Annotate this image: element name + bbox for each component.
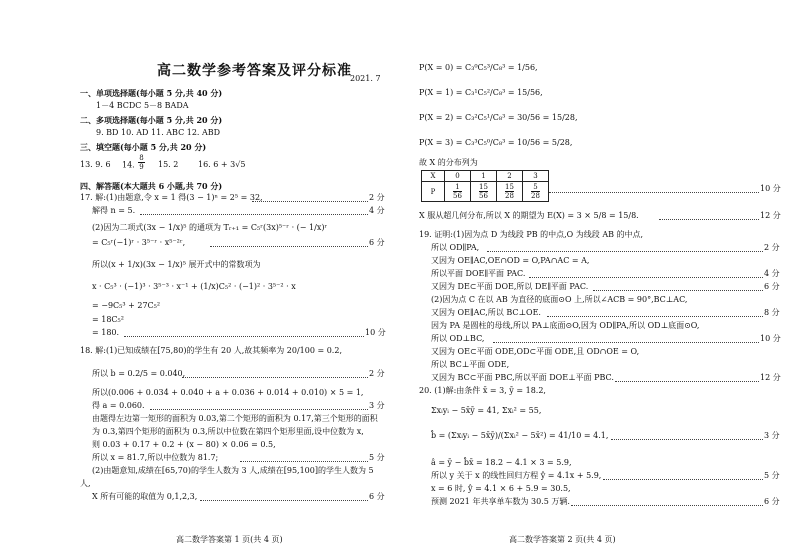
dot-leader [615,381,759,382]
q18-line-5: 由题得左边第一矩形的面积为 0.03,第二个矩形的面积为 0.17,第三个矩形的面积 [92,414,378,423]
table-row [422,171,549,182]
score-mark: 2 分 [764,243,780,252]
dot-leader [150,409,368,410]
table-cell: $\frac{15}{56}$ [471,182,497,202]
score-mark: 3 分 [764,431,780,440]
dot-leader [493,342,759,343]
fill-blank-16: 16. 6 + 3√5 [198,160,246,169]
q18-line-6: 为 0.3,第四个矩形的面积为 0.3,所以中位数在第四个矩形里面,设中位数为 x, [92,427,364,436]
q19-line-7: 又因为 OE∥AC,所以 BC⊥OE. [431,308,541,317]
q19-line-9: 所以 OD⊥BC, [431,334,485,343]
q17-line-8: = 18C₅² [92,315,124,324]
document-date: 2021. 7 [350,74,381,83]
score-mark: 6 分 [764,282,780,291]
q18-line-2: 所以 b = 0.2/5 = 0.040, [92,369,186,378]
dot-leader [603,479,763,480]
dot-leader [200,500,368,501]
q20-line-5: 所以 y 关于 x 的线性回归方程 ŷ = 4.1x + 5.9, [431,471,602,480]
table-header-cell: 2 [497,171,523,182]
score-mark: 8 分 [764,308,780,317]
prob-x1: P(X = 1) = C₃¹C₅²/C₈³ = 15/56, [419,88,543,97]
q19-line-8: 因为 PA 是圆柱的母线,所以 PA⊥底面⊙O,因为 OD∥PA,所以 OD⊥底面⊙O, [431,321,700,330]
score-mark: 3 分 [369,401,385,410]
q19-line-12: 又因为 BC⊂平面 PBC,所以平面 DOE⊥平面 PBC. [431,373,614,382]
section-fill-blank: 三、填空题(每小题 5 分,共 20 分) [80,142,207,152]
page-right [397,0,794,558]
score-mark: 6 分 [369,492,385,501]
score-mark: 2 分 [369,193,385,202]
q17-line-5: 所以(x + 1/x)(3x − 1/x)⁵ 展开式中的常数项为 [92,260,261,269]
page-title: 高二数学参考答案及评分标准 [157,63,352,79]
dot-leader [487,251,763,252]
q18-line-11: X 所有可能的取值为 0,1,2,3, [92,492,198,501]
section-solutions: 四、解答题(本大题共 6 小题,共 70 分) [80,181,223,191]
q19-line-5: 又因为 DE⊂平面 DOE,所以 DE∥平面 PAC. [431,282,589,291]
dot-leader [529,277,763,278]
score-mark: 6 分 [369,238,385,247]
table-header-cell: X [422,171,445,182]
score-mark: 5 分 [764,471,780,480]
dot-leader [571,505,763,506]
q18-line-8: 所以 x = 81.7,所以中位数为 81.7; [92,453,219,462]
q18-line-10: 人, [80,479,91,488]
table-row [422,182,549,202]
score-mark: 5 分 [369,453,385,462]
fill-blank-14: 14. $\frac{8}{9}$ [122,154,144,171]
q19-line-2: 所以 OD∥PA, [431,243,480,252]
footer-page-1: 高二数学答案第 1 页(共 4 页) [176,535,283,544]
dot-leader [611,439,763,440]
prob-x3: P(X = 3) = C₃³C₅⁰/C₈³ = 10/56 = 5/28, [419,138,573,147]
table-row-label: P [422,182,445,202]
q19-line-6: (2)因为点 C 在以 AB 为直径的底面⊙O 上,所以∠ACB = 90°,BC⊥AC, [431,295,688,304]
score-mark: 10 分 [760,334,781,343]
dot-leader [210,246,368,247]
fill-blank-13: 13. 9. 6 [80,160,111,169]
dot-leader [659,219,759,220]
table-header-cell: 0 [445,171,471,182]
q20-line-7: 预测 2021 年共享单车数为 30.5 万辆. [431,497,570,506]
score-mark: 10 分 [760,184,781,193]
q18-line-9: (2)由题意知,成绩在[65,70)的学生人数为 3 人,成绩在[95,100]的学生人数为 5 [92,466,374,475]
q20-line-3: b̂ = (Σxᵢyᵢ − 5x̄ȳ)/(Σxᵢ² − 5x̄²) = 41/10 = 4.1, [431,431,609,440]
score-mark: 6 分 [764,497,780,506]
q20-line-1: 20. (1)解:由条件 x̄ = 3, ȳ = 18.2, [419,386,546,395]
q18-line-7: 则 0.03 + 0.17 + 0.2 + (x − 80) × 0.06 = 0.5, [92,440,276,449]
dot-leader [252,201,368,202]
section-single-choice: 一、单项选择题(每小题 5 分,共 40 分) [80,88,223,98]
fill-blank-15: 15. 2 [158,160,179,169]
footer-page-2: 高二数学答案第 2 页(共 4 页) [509,535,616,544]
score-mark: 4 分 [764,269,780,278]
q19-line-10: 又因为 OE⊂平面 ODE,OD⊂平面 ODE,且 OD∩OE = O, [431,347,640,356]
score-mark: 10 分 [365,328,386,337]
q20-line-6: x = 6 时, ŷ = 4.1 × 6 + 5.9 = 30.5, [431,484,571,493]
q19-line-11: 所以 BC⊥平面 ODE, [431,360,510,369]
q17-line-1: 17. 解:(1)由题意,令 x = 1 得(3 − 1)ⁿ = 2⁵ = 32, [80,193,263,202]
q18-line-3: 所以(0.006 + 0.034 + 0.040 + a + 0.036 + 0.014 + 0.010) × 5 = 1, [92,388,364,397]
multi-choice-answers: 9. BD 10. AD 11. ABC 12. ABD [96,128,221,137]
dot-leader [240,461,368,462]
table-cell: $\frac{5}{28}$ [523,182,549,202]
prob-x2: P(X = 2) = C₃²C₅¹/C₈³ = 30/56 = 15/28, [419,113,578,122]
score-mark: 12 分 [760,373,781,382]
q17-line-4: = C₅ʳ(−1)ʳ · 3⁵⁻ʳ · x⁵⁻²ʳ, [92,238,186,247]
q17-line-6: x · C₅³ · (−1)³ · 3⁵⁻³ · x⁻¹ + (1/x)C₅² · (−1)² · 3⁵⁻² · x [92,282,296,291]
score-mark: 12 分 [760,211,781,220]
q19-line-3: 又因为 OE∥AC,OE∩OD = O,PA∩AC = A, [431,256,590,265]
score-mark: 4 分 [369,206,385,215]
q18-line-4: 得 a = 0.060. [92,401,145,410]
dot-leader [547,316,763,317]
score-mark: 2 分 [369,369,385,378]
dot-leader [182,377,368,378]
q19-line-1: 19. 证明:(1)因为点 D 为线段 PB 的中点,O 为线段 AB 的中点, [419,230,644,239]
table-header-cell: 3 [523,171,549,182]
table-header-cell: 1 [471,171,497,182]
dot-leader [140,214,368,215]
dot-leader [124,336,364,337]
prob-x0: P(X = 0) = C₃⁰C₅³/C₈³ = 1/56, [419,63,538,72]
q17-line-9: = 180. [92,328,120,337]
q17-line-7: = −9C₅³ + 27C₅² [92,301,161,310]
expectation-line: X 服从超几何分布,所以 X 的期望为 E(X) = 3 × 5/8 = 15/8. [419,211,639,220]
dot-leader [593,290,763,291]
q18-line-1: 18. 解:(1)已知成绩在[75,80)的学生有 20 人,故其频率为 20/100 = 0.2, [80,346,342,355]
q17-line-3: (2)因为二项式(3x − 1/x)⁵ 的通项为 Tᵣ₊₁ = C₅ʳ(3x)⁵⁻ʳ · (− 1/x)ʳ [92,223,328,232]
q17-line-2: 解得 n = 5. [92,206,136,215]
section-multi-choice: 二、多项选择题(每小题 5 分,共 20 分) [80,115,223,125]
q20-line-2: Σxᵢyᵢ − 5x̄ȳ = 41, Σxᵢ² = 55, [431,406,542,415]
single-choice-answers: 1－4 BCDC 5－8 BADA [96,101,189,110]
distribution-intro: 故 X 的分布列为 [419,158,478,167]
distribution-table [421,170,549,202]
table-cell: $\frac{1}{56}$ [445,182,471,202]
q19-line-4: 所以平面 DOE∥平面 PAC. [431,269,526,278]
q20-line-4: â = ȳ − b̂x̄ = 18.2 − 4.1 × 3 = 5.9, [431,458,572,467]
table-cell: $\frac{15}{28}$ [497,182,523,202]
dot-leader [549,192,759,193]
